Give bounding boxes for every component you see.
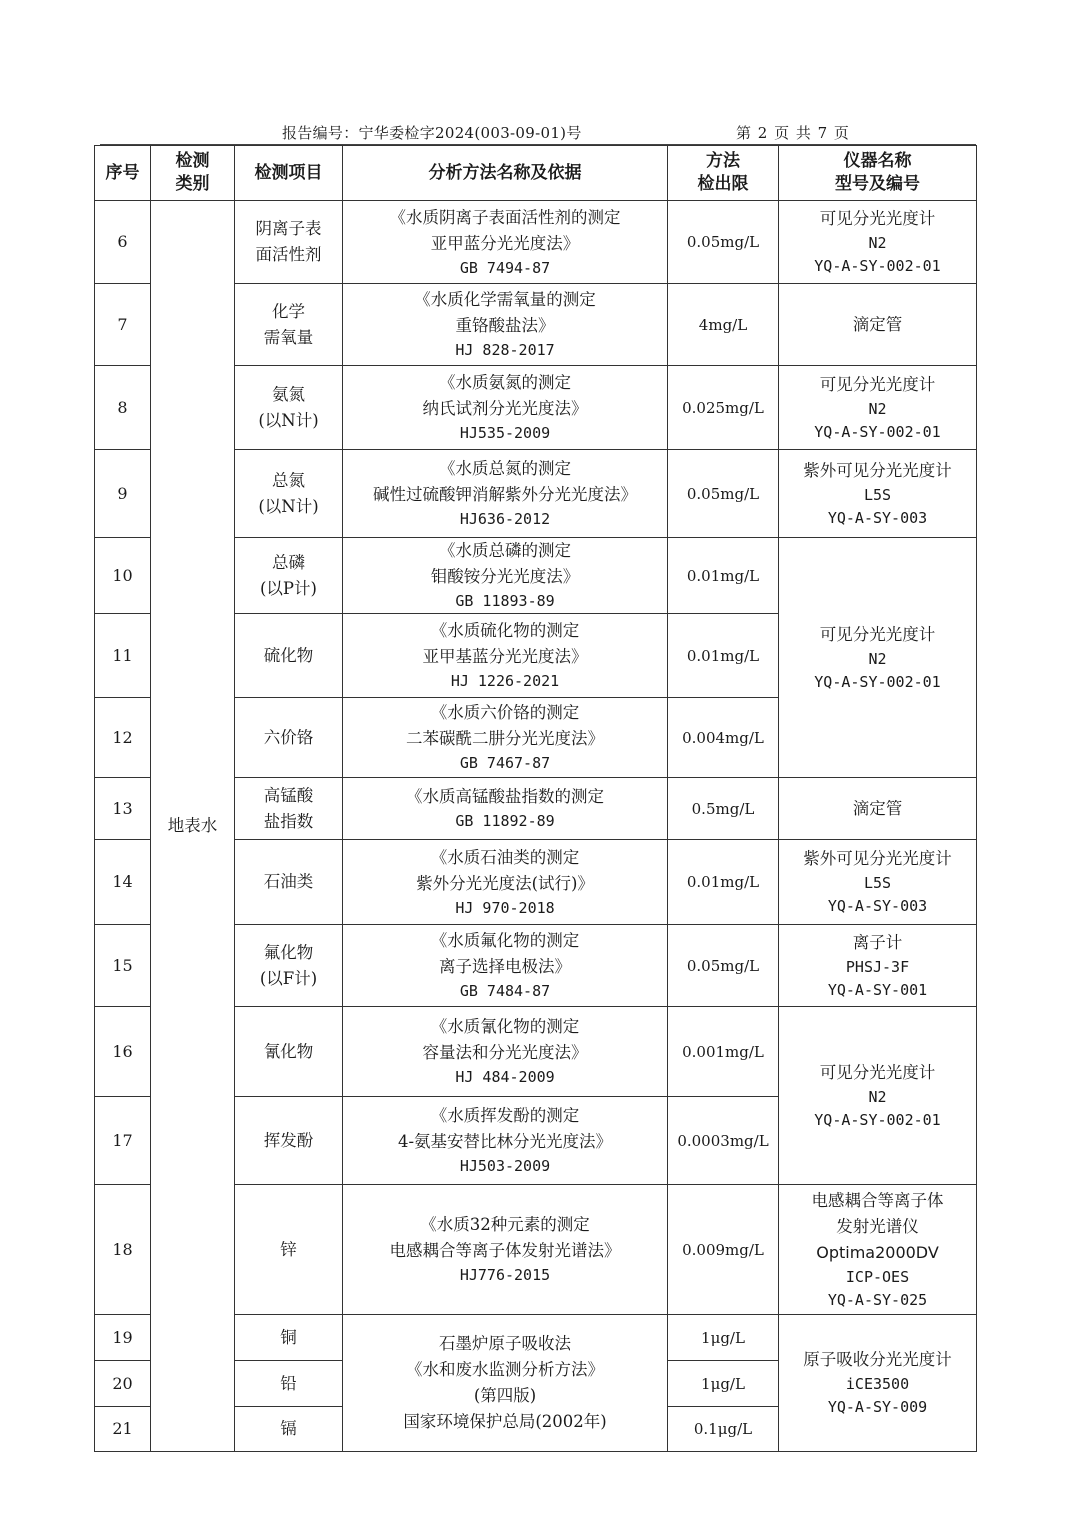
method-cell: 《水质阴离子表面活性剂的测定 亚甲蓝分光光度法》 GB 7494-87	[343, 201, 668, 284]
detection-limit: 1μg/L	[668, 1361, 779, 1407]
instrument-cell: 可见分光光度计 N2 YQ-A-SY-002-01	[779, 201, 977, 284]
detection-limit: 0.1μg/L	[668, 1407, 779, 1452]
method-cell: 《水质氨氮的测定 纳氏试剂分光光度法》 HJ535-2009	[343, 366, 668, 450]
method-cell: 《水质化学需氧量的测定 重铬酸盐法》 HJ 828-2017	[343, 284, 668, 366]
category-cell: 地表水	[151, 201, 235, 1452]
detection-limit: 0.009mg/L	[668, 1185, 779, 1315]
instrument-cell: 滴定管	[779, 284, 977, 366]
method-cell: 《水质石油类的测定 紫外分光光度法(试行)》 HJ 970-2018	[343, 840, 668, 925]
page-indicator: 第 2 页 共 7 页	[736, 124, 849, 142]
instrument-cell: 离子计 PHSJ-3F YQ-A-SY-001	[779, 925, 977, 1007]
test-item: 铜	[235, 1315, 343, 1361]
detection-limit: 0.025mg/L	[668, 366, 779, 450]
detection-limit: 0.05mg/L	[668, 450, 779, 538]
row-number: 11	[95, 614, 151, 698]
test-item: 氰化物	[235, 1007, 343, 1097]
col-header-limit: 方法 检出限	[668, 146, 779, 201]
instrument-cell: 原子吸收分光光度计 iCE3500 YQ-A-SY-009	[779, 1315, 977, 1452]
instrument-cell: 紫外可见分光光度计 L5S YQ-A-SY-003	[779, 840, 977, 925]
table-row	[95, 201, 977, 284]
row-number: 14	[95, 840, 151, 925]
detection-limit: 0.05mg/L	[668, 925, 779, 1007]
test-item: 总氮 (以N计)	[235, 450, 343, 538]
test-item: 氟化物 (以F计)	[235, 925, 343, 1007]
detection-limit: 0.01mg/L	[668, 840, 779, 925]
instrument-cell: 紫外可见分光光度计 L5S YQ-A-SY-003	[779, 450, 977, 538]
test-item: 氨氮 (以N计)	[235, 366, 343, 450]
test-item: 化学 需氧量	[235, 284, 343, 366]
detection-limit: 0.5mg/L	[668, 778, 779, 840]
row-number: 8	[95, 366, 151, 450]
test-methods-table	[94, 145, 977, 1452]
test-item: 镉	[235, 1407, 343, 1452]
row-number: 15	[95, 925, 151, 1007]
method-cell: 《水质总磷的测定 钼酸铵分光光度法》 GB 11893-89	[343, 538, 668, 614]
test-item: 石油类	[235, 840, 343, 925]
instrument-cell: 可见分光光度计 N2 YQ-A-SY-002-01	[779, 1007, 977, 1185]
row-number: 20	[95, 1361, 151, 1407]
row-number: 10	[95, 538, 151, 614]
col-header-method: 分析方法名称及依据	[343, 146, 668, 201]
row-number: 13	[95, 778, 151, 840]
method-cell: 《水质氟化物的测定 离子选择电极法》 GB 7484-87	[343, 925, 668, 1007]
table-header-row	[95, 146, 977, 201]
method-cell: 《水质32种元素的测定 电感耦合等离子体发射光谱法》 HJ776-2015	[343, 1185, 668, 1315]
instrument-cell: 滴定管	[779, 778, 977, 840]
method-cell: 《水质氰化物的测定 容量法和分光光度法》 HJ 484-2009	[343, 1007, 668, 1097]
row-number: 6	[95, 201, 151, 284]
test-item: 高锰酸 盐指数	[235, 778, 343, 840]
test-item: 锌	[235, 1185, 343, 1315]
col-header-instrument: 仪器名称 型号及编号	[779, 146, 977, 201]
instrument-cell: 电感耦合等离子体 发射光谱仪 Optima2000DV ICP-OES YQ-A-SY-025	[779, 1185, 977, 1315]
test-item: 六价铬	[235, 698, 343, 778]
row-number: 12	[95, 698, 151, 778]
detection-limit: 0.05mg/L	[668, 201, 779, 284]
row-number: 19	[95, 1315, 151, 1361]
col-header-category: 检测 类别	[151, 146, 235, 201]
test-item: 铅	[235, 1361, 343, 1407]
detection-limit: 0.01mg/L	[668, 538, 779, 614]
method-cell: 《水质总氮的测定 碱性过硫酸钾消解紫外分光光度法》 HJ636-2012	[343, 450, 668, 538]
detection-limit: 0.0003mg/L	[668, 1097, 779, 1185]
row-number: 17	[95, 1097, 151, 1185]
method-cell: 《水质高锰酸盐指数的测定 GB 11892-89	[343, 778, 668, 840]
test-item: 挥发酚	[235, 1097, 343, 1185]
row-number: 21	[95, 1407, 151, 1452]
method-cell: 《水质挥发酚的测定 4-氨基安替比林分光光度法》 HJ503-2009	[343, 1097, 668, 1185]
instrument-cell: 可见分光光度计 N2 YQ-A-SY-002-01	[779, 366, 977, 450]
row-number: 18	[95, 1185, 151, 1315]
instrument-cell: 可见分光光度计 N2 YQ-A-SY-002-01	[779, 538, 977, 778]
col-header-item: 检测项目	[235, 146, 343, 201]
row-number: 7	[95, 284, 151, 366]
col-header-no: 序号	[95, 146, 151, 201]
detection-limit: 4mg/L	[668, 284, 779, 366]
report-number: 报告编号：宁华委检字2024(003-09-01)号	[282, 124, 582, 142]
row-number: 16	[95, 1007, 151, 1097]
row-number: 9	[95, 450, 151, 538]
page-header	[100, 118, 976, 145]
method-cell: 《水质硫化物的测定 亚甲基蓝分光光度法》 HJ 1226-2021	[343, 614, 668, 698]
test-item: 硫化物	[235, 614, 343, 698]
detection-limit: 0.004mg/L	[668, 698, 779, 778]
detection-limit: 0.01mg/L	[668, 614, 779, 698]
detection-limit: 1μg/L	[668, 1315, 779, 1361]
test-item: 阴离子表 面活性剂	[235, 201, 343, 284]
test-item: 总磷 (以P计)	[235, 538, 343, 614]
method-cell: 《水质六价铬的测定 二苯碳酰二肼分光光度法》 GB 7467-87	[343, 698, 668, 778]
method-cell: 石墨炉原子吸收法 《水和废水监测分析方法》 (第四版) 国家环境保护总局(2002年)	[343, 1315, 668, 1452]
detection-limit: 0.001mg/L	[668, 1007, 779, 1097]
